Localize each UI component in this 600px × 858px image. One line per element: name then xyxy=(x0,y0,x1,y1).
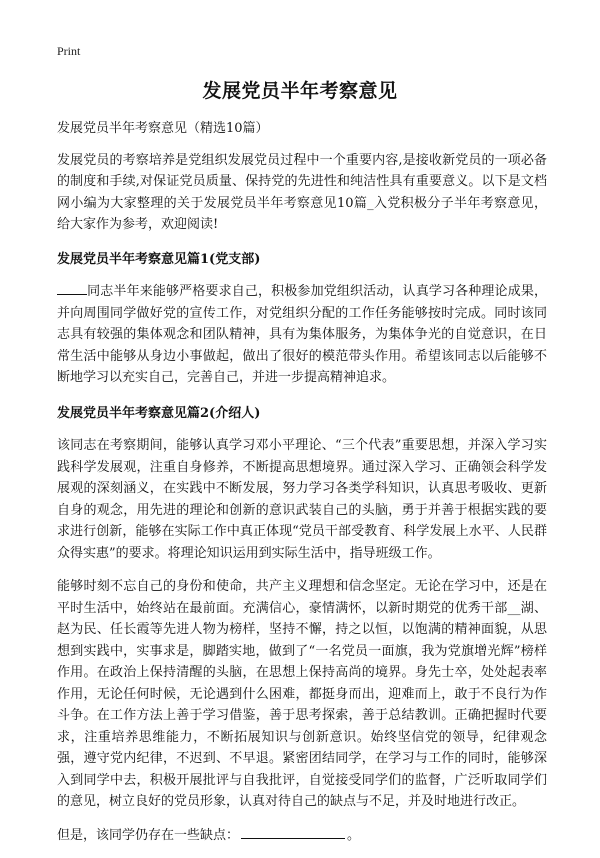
section-2-paragraph-1: 该同志在考察期间，能够认真学习邓小平理论、“三个代表”重要思想，并深入学习实践科学发展观，注重自身修养，不断提高思想境界。通过深入学习、正确领会科学发展观的深刻涵义，在实践中不断发展，努力学习各类学科知识，认真思考吸收、更新自身的观念，用先进的理论和创新的意识武装自己的头脑，勇于并善于根据实践的要求进行创新，能够在实际工作中真正体现“党员干部受教育、科学发展上水平、人民群众得实惠”的要求。将理论知识运用到实际生活中，指导班级工作。 xyxy=(57,438,547,561)
section-1-paragraph-text: 同志半年来能够严格要求自己，积极参加党组织活动，认真学习各种理论成果，并向周围同学做好党的宣传工作，对党组织分配的工作任务能够按时完成。同时该同志具有较强的集体观念和团队精神，具有为集体服务，为集体争光的自觉意识，在日常生活中能够从身边小事做起，做出了很好的模范带头作用。希望该同志以后能够不断地学习以充实自己，完善自己，并进一步提高精神追求。 xyxy=(57,284,547,385)
fill-in-blank xyxy=(57,282,87,295)
closing-lead-text: 但是，该同学仍存在一些缺点： xyxy=(57,827,240,843)
print-link[interactable]: Print xyxy=(57,44,81,58)
closing-end-text: 。 xyxy=(347,827,361,843)
section-1-paragraph xyxy=(57,281,547,389)
section-heading-2: 发展党员半年考察意见篇2(介绍人) xyxy=(57,405,261,421)
document-title: 发展党员半年考察意见 xyxy=(202,80,398,102)
document-body xyxy=(57,118,547,858)
fill-in-blank xyxy=(241,826,345,839)
section-2-paragraph-2: 能够时刻不忘自己的身份和使命，共产主义理想和信念坚定。无论在学习中，还是在平时生活中，始终站在最前面。充满信心，豪情满怀，以新时期党的优秀干部__湖、赵为民、任长霞等先进人物为榜样，坚持不懈，持之以恒，以饱满的精神面貌，从思想到实践中，实事求是，脚踏实地，做到了“一名党员一面旗，我为党旗增光辉”榜样作用。在政治上保持清醒的头脑，在思想上保持高尚的境界。身先士卒，处处起表率作用，无论任何时候，无论遇到什么困难，都挺身而出，迎难而上，敢于不良行为作斗争。在工作方法上善于学习借鉴，善于思考探索，善于总结教训。正确把握时代要求，注重培养思维能力，不断拓展知识与创新意识。始终坚信党的领导，纪律观念强，遵守党内纪律，不迟到、不早退。紧密团结同学，在学习与工作的同时，能够深入到同学中去，积极开展批评与自我批评，自觉接受同学们的监督，广泛听取同学们的意见，树立良好的党员形象，认真对待自己的缺点与不足，并及时地进行改正。 xyxy=(57,579,547,809)
section-heading-1: 发展党员半年考察意见篇1(党支部) xyxy=(57,251,261,267)
document-subtitle: 发展党员半年考察意见（精选10篇） xyxy=(57,121,269,136)
intro-paragraph: 发展党员的考察培养是党组织发展党员过程中一个重要内容,是接收新党员的一项必备的制度和手续,对保证党员质量、保持党的先进性和纯洁性具有重要意义。以下是文档网小编为大家整理的关于发展党员半年考察意见10篇_入党积极分子半年考察意见，给大家作为参考，欢迎阅读! xyxy=(57,152,547,232)
